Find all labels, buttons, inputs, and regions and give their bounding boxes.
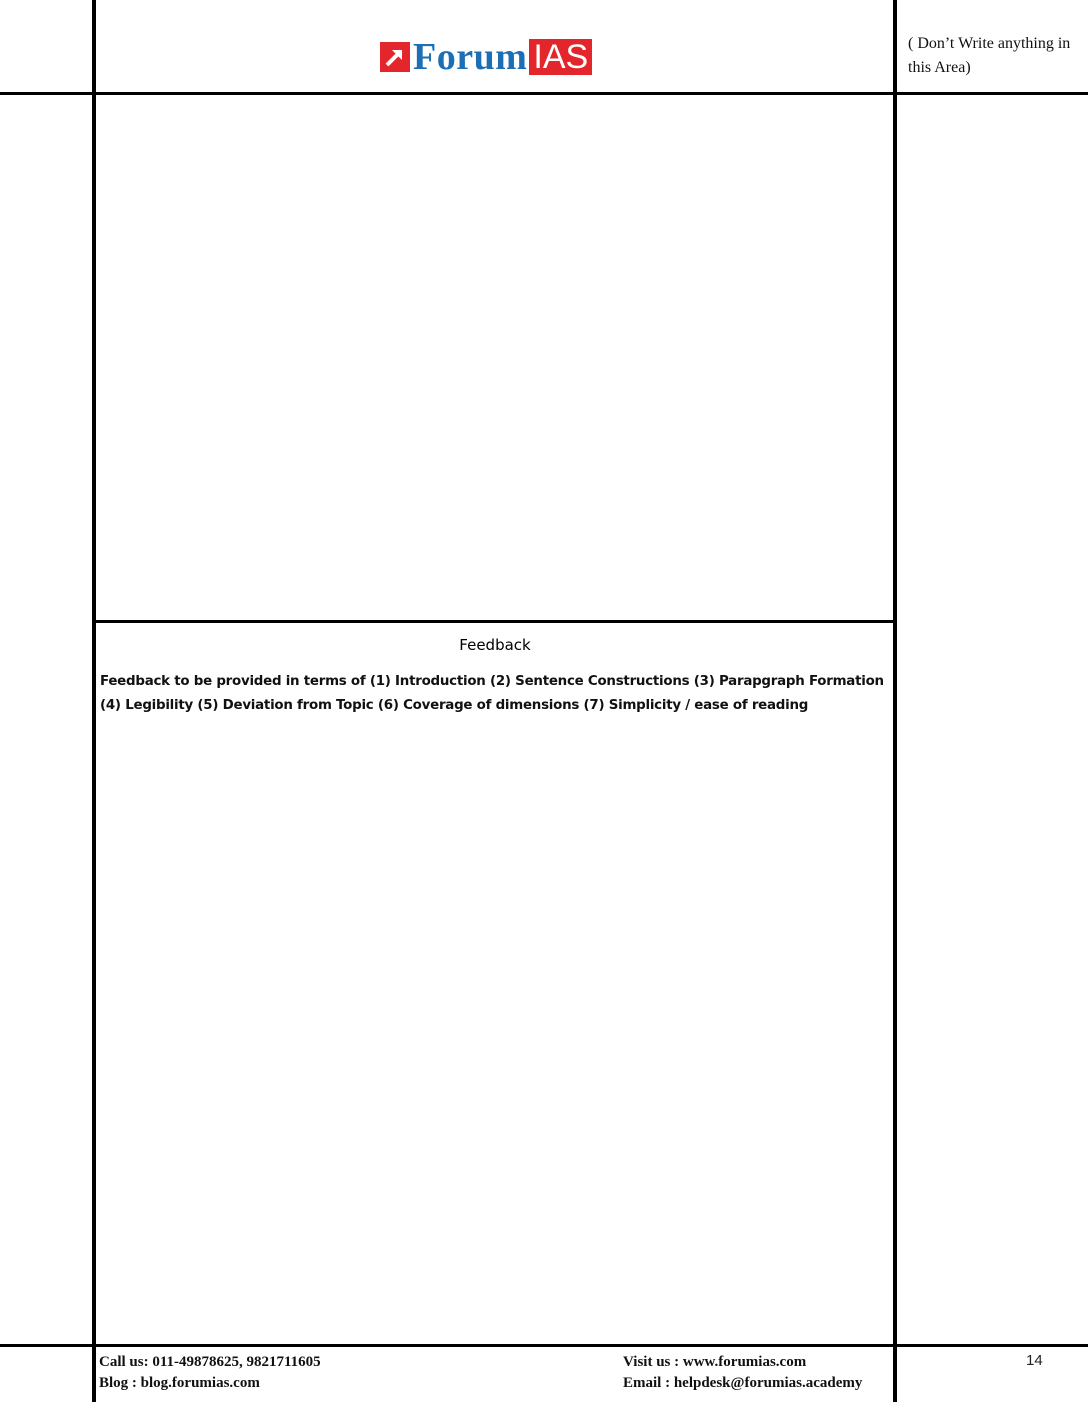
logo-ias-text: IAS (529, 39, 592, 75)
logo-forum-text: Forum (413, 36, 528, 78)
margin-note: ( Don’t Write anything in this Area) (908, 35, 1071, 76)
feedback-instructions: Feedback to be provided in terms of (1) Introduction (2) Sentence Constructions (3) Parapgraph Formation (4) Legibility (5) Deviation from Topic (6) Coverage of dimensions (7) Simplicity / ease of reading (100, 674, 884, 713)
forumias-logo (380, 38, 592, 76)
footer-visit: Visit us : www.forumias.com (623, 1354, 807, 1370)
feedback-area[interactable] (96, 720, 893, 1340)
answer-area[interactable] (96, 95, 893, 620)
footer-blog: Blog : blog.forumias.com (99, 1375, 260, 1391)
footer-call: Call us: 011-49878625, 9821711605 (99, 1354, 321, 1370)
footer-web (623, 1352, 862, 1394)
feedback-divider (92, 620, 897, 623)
feedback-title: Feedback (459, 636, 531, 654)
footer-email: Email : helpdesk@forumias.academy (623, 1375, 863, 1391)
arrow-icon (380, 42, 410, 72)
right-margin-line (893, 0, 897, 1402)
page-number: 14 (1026, 1352, 1043, 1369)
footer-contact (99, 1352, 321, 1394)
footer-divider (0, 1344, 1088, 1347)
